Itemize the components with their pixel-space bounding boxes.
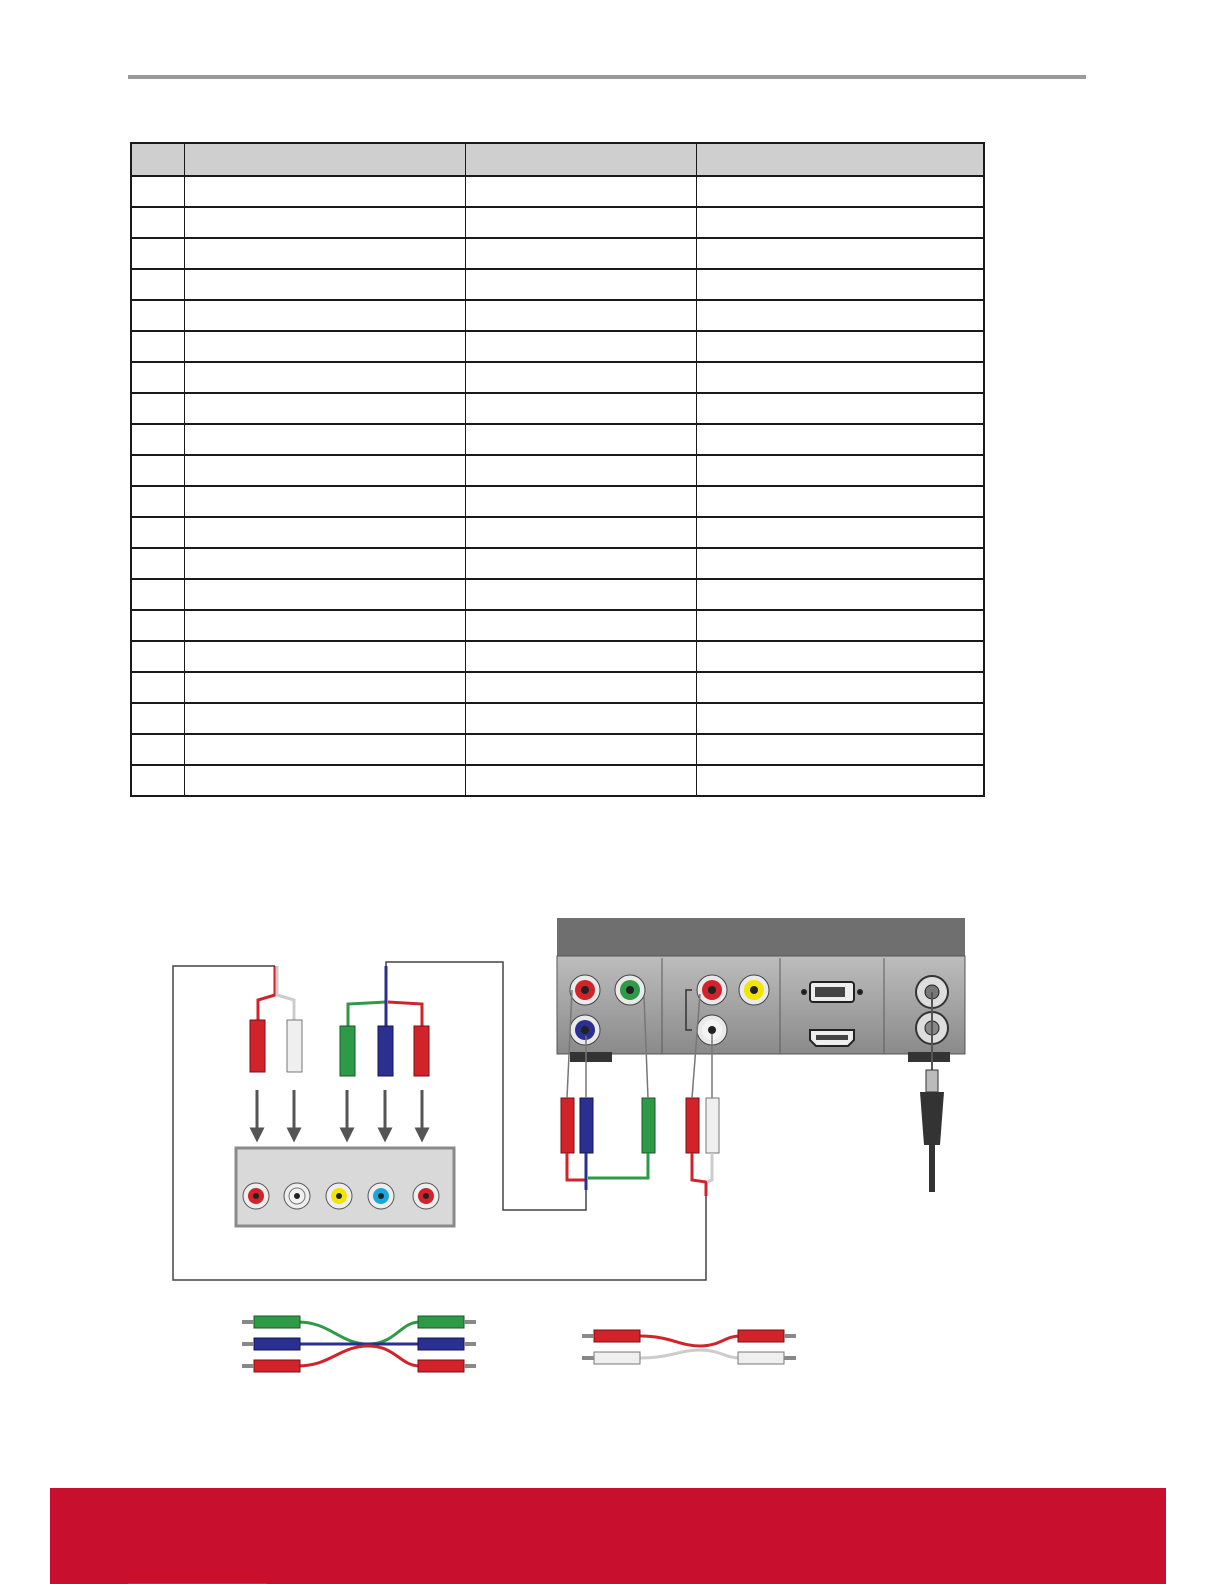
table-cell xyxy=(466,455,697,486)
table-cell xyxy=(131,548,185,579)
table-cell xyxy=(697,641,985,672)
table-cell xyxy=(697,672,985,703)
table-cell xyxy=(466,486,697,517)
table-cell xyxy=(697,300,985,331)
component-plugs-left xyxy=(340,966,429,1076)
table-cell xyxy=(185,579,466,610)
table-cell xyxy=(466,300,697,331)
table-cell xyxy=(131,455,185,486)
table-cell xyxy=(697,548,985,579)
table-cell xyxy=(131,238,185,269)
table-cell xyxy=(697,269,985,300)
component-cable-icon xyxy=(242,1316,476,1372)
table-row xyxy=(131,393,984,424)
table-row xyxy=(131,362,984,393)
table-cell xyxy=(131,579,185,610)
table-row xyxy=(131,455,984,486)
table-cell xyxy=(185,269,466,300)
table-row xyxy=(131,672,984,703)
table-cell xyxy=(185,207,466,238)
table-row xyxy=(131,486,984,517)
table-cell xyxy=(466,703,697,734)
table-cell xyxy=(697,176,985,207)
table-row xyxy=(131,765,984,796)
table-row xyxy=(131,734,984,765)
table-cell xyxy=(185,548,466,579)
audio-plugs-left xyxy=(250,966,302,1072)
table-cell xyxy=(185,517,466,548)
hdmi-port-icon[interactable] xyxy=(810,1030,854,1046)
dvi-port-icon[interactable] xyxy=(801,982,863,1002)
table-cell xyxy=(131,765,185,796)
top-rule xyxy=(128,75,1086,79)
table-cell xyxy=(185,765,466,796)
table-cell xyxy=(697,455,985,486)
table-cell xyxy=(185,362,466,393)
table-cell xyxy=(185,641,466,672)
table-row xyxy=(131,300,984,331)
table-cell xyxy=(185,393,466,424)
table-cell xyxy=(466,238,697,269)
table-cell xyxy=(131,610,185,641)
table-row xyxy=(131,610,984,641)
table-cell xyxy=(185,734,466,765)
table-header-cell xyxy=(697,143,985,176)
table-cell xyxy=(697,610,985,641)
table-header-cell xyxy=(185,143,466,176)
table-header-cell xyxy=(131,143,185,176)
table-row xyxy=(131,238,984,269)
table-cell xyxy=(466,207,697,238)
table-cell xyxy=(466,610,697,641)
table-cell xyxy=(697,331,985,362)
table-cell xyxy=(185,238,466,269)
table-cell xyxy=(697,207,985,238)
table-cell xyxy=(185,455,466,486)
table-cell xyxy=(466,579,697,610)
table-cell xyxy=(185,610,466,641)
table-row xyxy=(131,703,984,734)
table-cell xyxy=(466,269,697,300)
table-row xyxy=(131,207,984,238)
table-cell xyxy=(131,269,185,300)
table-cell xyxy=(131,300,185,331)
table-cell xyxy=(131,672,185,703)
table-cell xyxy=(466,362,697,393)
plug-arrows xyxy=(257,1090,422,1135)
table-cell xyxy=(697,579,985,610)
table-row xyxy=(131,517,984,548)
table-row xyxy=(131,331,984,362)
table-cell xyxy=(185,703,466,734)
table-cell xyxy=(185,486,466,517)
table-cell xyxy=(466,765,697,796)
table-cell xyxy=(466,672,697,703)
table-row xyxy=(131,176,984,207)
spec-table xyxy=(130,142,985,797)
audio-cable-icon xyxy=(582,1330,796,1364)
table-cell xyxy=(185,672,466,703)
table-header-cell xyxy=(466,143,697,176)
table-row xyxy=(131,424,984,455)
table-cell xyxy=(466,393,697,424)
table-cell xyxy=(185,300,466,331)
table-cell xyxy=(131,486,185,517)
table-cell xyxy=(697,734,985,765)
table-cell xyxy=(185,331,466,362)
table-cell xyxy=(466,424,697,455)
table-row xyxy=(131,269,984,300)
table-cell xyxy=(466,517,697,548)
table-cell xyxy=(697,393,985,424)
table-cell xyxy=(697,424,985,455)
table-cell xyxy=(466,548,697,579)
table-cell xyxy=(131,362,185,393)
table-cell xyxy=(697,765,985,796)
table-cell xyxy=(131,734,185,765)
table-row xyxy=(131,548,984,579)
table-cell xyxy=(697,362,985,393)
footer-bar xyxy=(50,1488,1166,1584)
table-row xyxy=(131,641,984,672)
table-cell xyxy=(185,424,466,455)
table-cell xyxy=(131,424,185,455)
table-cell xyxy=(131,517,185,548)
table-cell xyxy=(697,703,985,734)
table-header-row xyxy=(131,143,984,176)
table-cell xyxy=(697,238,985,269)
table-cell xyxy=(466,734,697,765)
table-cell xyxy=(466,331,697,362)
table-row xyxy=(131,579,984,610)
table-cell xyxy=(185,176,466,207)
table-cell xyxy=(466,176,697,207)
connection-diagram xyxy=(0,900,1224,1390)
table-cell xyxy=(131,641,185,672)
table-cell xyxy=(131,703,185,734)
table-cell xyxy=(131,176,185,207)
table-cell xyxy=(131,393,185,424)
table-cell xyxy=(466,641,697,672)
table-cell xyxy=(697,517,985,548)
table-cell xyxy=(131,331,185,362)
table-cell xyxy=(697,486,985,517)
table-cell xyxy=(131,207,185,238)
